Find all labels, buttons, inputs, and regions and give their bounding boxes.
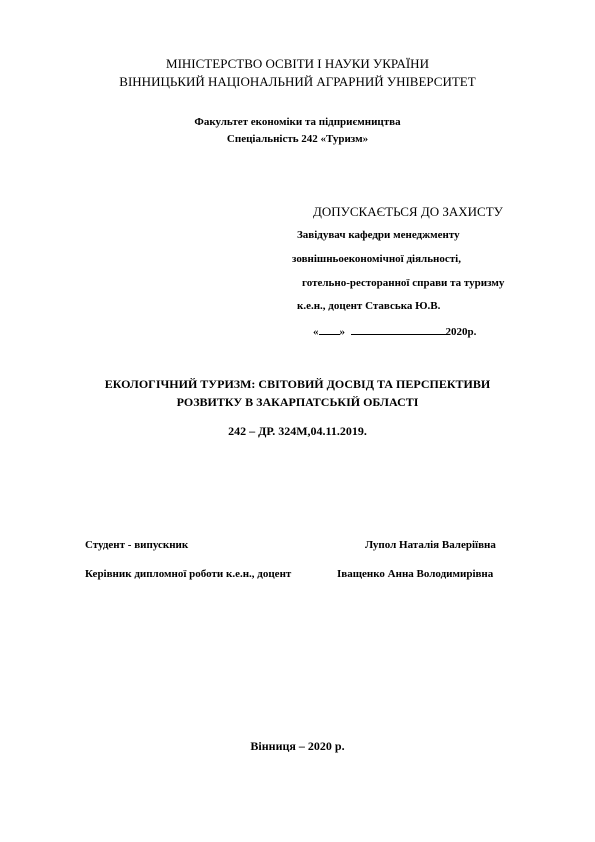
university-heading: ВІННИЦЬКИЙ НАЦІОНАЛЬНИЙ АГРАРНИЙ УНІВЕРСИТЕТ [119, 74, 476, 89]
faculty-line: Факультет економіки та підприємництва [194, 116, 401, 128]
thesis-title-line-2: РОЗВИТКУ В ЗАКАРПАТСЬКІЙ ОБЛАСТІ [176, 395, 419, 409]
approval-position-line-3: готельно-ресторанної справи та туризму [302, 277, 505, 289]
city-year: Вінниця – 2020 р. [250, 739, 345, 753]
approval-date-line [313, 327, 476, 338]
approval-signatory: к.е.н., доцент Ставська Ю.В. [297, 300, 441, 312]
thesis-title-line-1: ЕКОЛОГІЧНИЙ ТУРИЗМ: СВІТОВИЙ ДОСВІД ТА ПЕРСПЕКТИВИ [104, 377, 491, 391]
date-year: 2020р. [445, 326, 477, 338]
student-label: Студент - випускник [85, 539, 189, 551]
specialty-line: Спеціальність 242 «Туризм» [226, 133, 369, 145]
supervisor-label: Керівник дипломної роботи к.е.н., доцент [85, 568, 292, 580]
month-blank [351, 334, 446, 335]
approval-heading: ДОПУСКАЄТЬСЯ ДО ЗАХИСТУ [313, 204, 503, 219]
day-blank [319, 334, 340, 335]
student-name: Лупол Наталія Валеріївна [365, 539, 496, 551]
supervisor-name: Іващенко Анна Володимирівна [337, 568, 494, 580]
date-open-quote: « [313, 326, 319, 338]
approval-position-line-2: зовнішньоекономічної діяльності, [292, 253, 461, 265]
approval-position-line-1: Завідувач кафедри менеджменту [297, 229, 460, 241]
date-close-quote: » [339, 326, 345, 338]
thesis-code: 242 – ДР. 324М,04.11.2019. [228, 424, 367, 438]
ministry-heading: МІНІСТЕРСТВО ОСВІТИ І НАУКИ УКРАЇНИ [166, 56, 429, 71]
